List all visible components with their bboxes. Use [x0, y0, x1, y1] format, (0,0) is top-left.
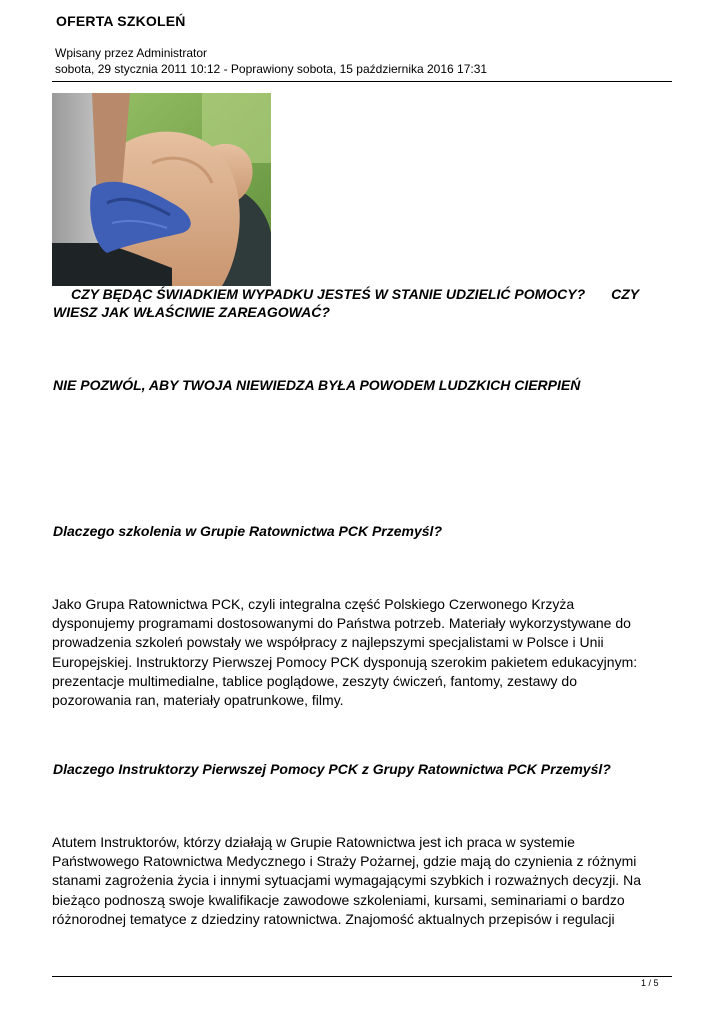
paragraph-line: prezentacje multimedialne, tablice poglądowe, zeszyty ćwiczeń, fantomy, zestawy do [52, 672, 577, 689]
section2-heading: Dlaczego Instruktorzy Pierwszej Pomocy PCK z Grupy Ratownictwa PCK Przemyśl? [53, 761, 611, 777]
paragraph-line: dysponujemy programami dostosowanymi do Państwa potrzeb. Materiały wykorzystywane do [52, 615, 631, 632]
paragraph-line: Atutem Instruktorów, którzy działają w Grupie Ratownictwa jest ich praca w systemie [52, 834, 575, 850]
question-first-part: CZY BĘDĄC ŚWIADKIEM WYPADKU JESTEŚ W STANIE UDZIELIĆ POMOCY? [71, 286, 586, 302]
section1-paragraph [52, 595, 672, 710]
paragraph-line: Jako Grupa Ratownictwa PCK, czyli integralna część Polskiego Czerwonego Krzyża [52, 596, 575, 612]
page-number: 1 / 5 [641, 978, 659, 988]
paragraph-line: stanami zagrożenia życia i innymi sytuacjami wymagającymi szybkich i rozważnych decyzji. Na [52, 872, 641, 889]
paragraph-line: różnorodnej tematyce z dziedziny ratownictwa. Znajomość aktualnych przepisów i regulacji [52, 910, 615, 927]
cpr-training-photo [52, 93, 271, 286]
document-title: OFERTA SZKOLEŃ [56, 13, 186, 29]
header-divider [52, 81, 672, 82]
paragraph-line: bieżąco podnoszą swoje kwalifikacje zawodowe szkoleniami, kursami, seminariami o bardzo [52, 891, 625, 908]
question-second-part: CZY [611, 286, 640, 302]
author-line: Wpisany przez Administrator [55, 46, 208, 60]
section1-heading: Dlaczego szkolenia w Grupie Ratownictwa PCK Przemyśl? [53, 523, 442, 539]
date-line: sobota, 29 stycznia 2011 10:12 - Poprawiony sobota, 15 października 2016 17:31 [55, 62, 488, 76]
section2-paragraph [52, 833, 672, 929]
paragraph-line: prowadzenia szkoleń powstały we współpracy z najlepszymi specjalistami w Polsce i Unii [52, 634, 604, 651]
paragraph-line: Państwowego Ratownictwa Medycznego i Straży Pożarnej, gdzie mają do czynienia z różnymi [52, 853, 637, 870]
footer-divider [52, 976, 672, 977]
paragraph-line: Europejskiej. Instruktorzy Pierwszej Pomocy PCK dysponują szerokim pakietem edukacyjnym: [52, 653, 638, 670]
question-second-line: WIESZ JAK WŁAŚCIWIE ZAREAGOWAĆ? [53, 304, 330, 320]
paragraph-line: pozorowania ran, materiały opatrunkowe, filmy. [52, 692, 344, 709]
intro-question [53, 285, 673, 321]
slogan-heading: NIE POZWÓL, ABY TWOJA NIEWIEDZA BYŁA POWODEM LUDZKICH CIERPIEŃ [53, 377, 581, 393]
